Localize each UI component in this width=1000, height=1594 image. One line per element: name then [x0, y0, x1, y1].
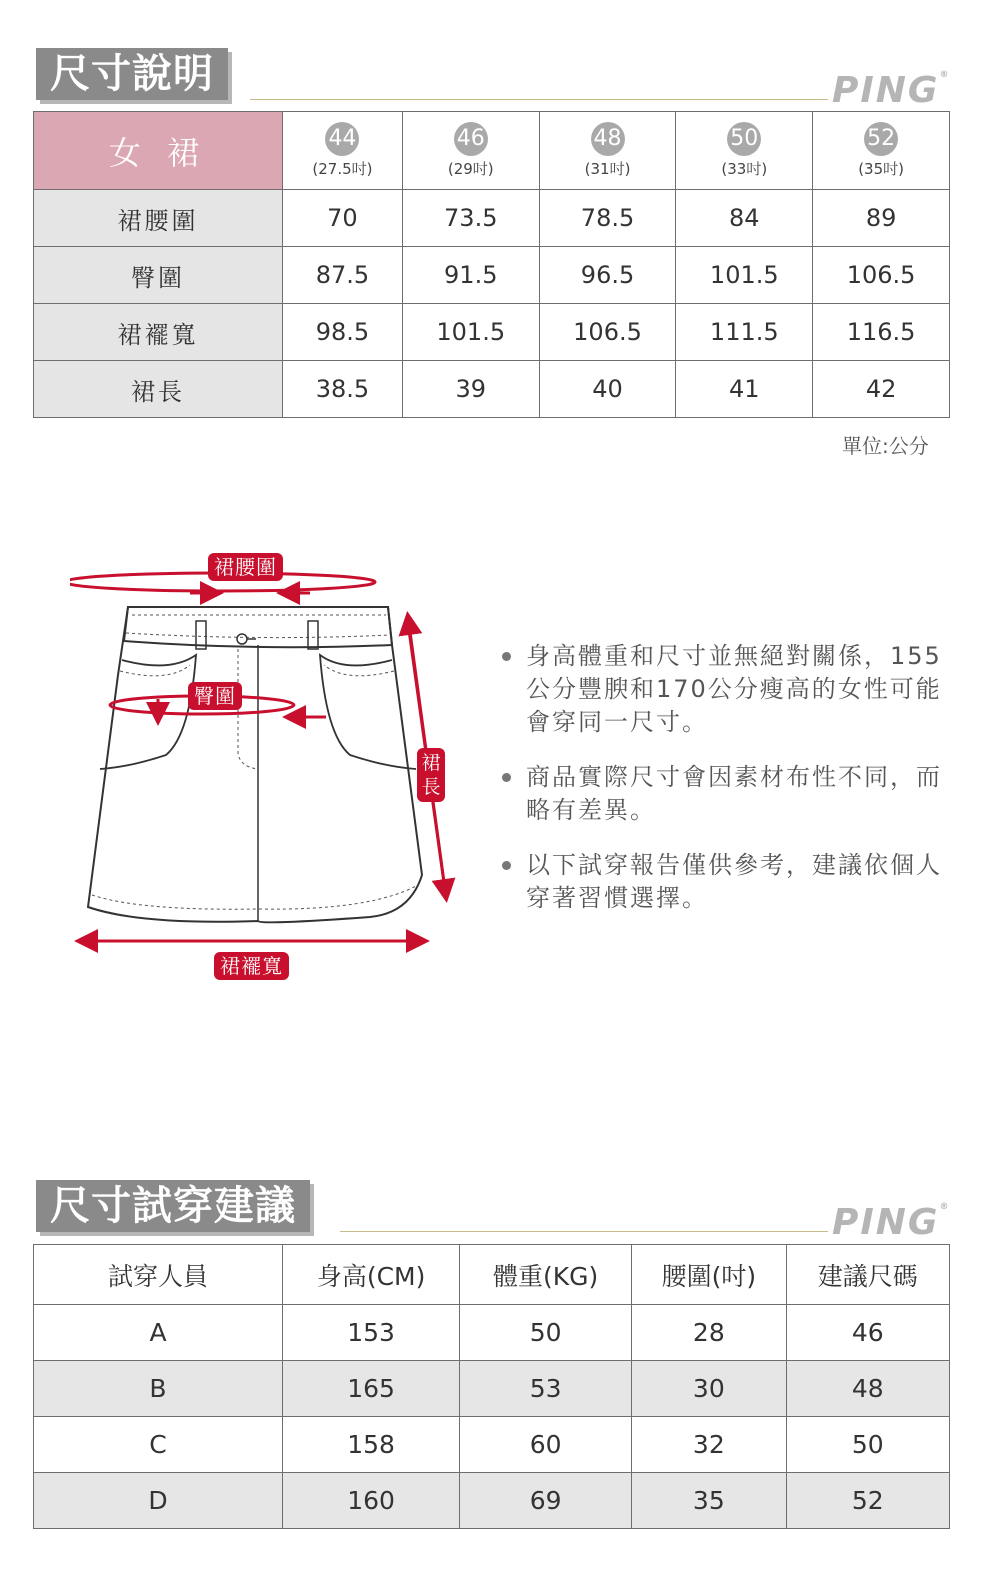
- table-cell: 35: [632, 1473, 786, 1529]
- table-cell: C: [34, 1417, 283, 1473]
- table-cell: 111.5: [676, 304, 813, 361]
- brand-logo: PING®: [832, 70, 951, 111]
- hip-label: 臀圍: [188, 682, 242, 710]
- table-cell: 60: [460, 1417, 632, 1473]
- row-label: 裙長: [34, 361, 283, 418]
- table-cell: 30: [632, 1361, 786, 1417]
- column-header: 腰圍(吋): [632, 1245, 786, 1305]
- waist-label: 裙腰圍: [208, 553, 283, 581]
- table-cell: 50: [460, 1305, 632, 1361]
- table-row: [34, 247, 950, 304]
- column-header: 身高(CM): [283, 1245, 460, 1305]
- table-cell: 32: [632, 1417, 786, 1473]
- table-cell: 53: [460, 1361, 632, 1417]
- table-cell: 40: [539, 361, 676, 418]
- table-header-row: [34, 1245, 950, 1305]
- table-cell: 50: [786, 1417, 949, 1473]
- table-cell: 165: [283, 1361, 460, 1417]
- table-cell: 38.5: [283, 361, 403, 418]
- row-label: 臀圍: [34, 247, 283, 304]
- title-rule: [250, 99, 828, 100]
- table-cell: 96.5: [539, 247, 676, 304]
- table-row: [34, 1305, 950, 1361]
- table-cell: 160: [283, 1473, 460, 1529]
- table-row: [34, 1473, 950, 1529]
- size-header-44: 44 (27.5吋): [283, 112, 403, 190]
- table-cell: 73.5: [402, 190, 539, 247]
- table-cell: 84: [676, 190, 813, 247]
- table-cell: 98.5: [283, 304, 403, 361]
- size-header-50: 50 (33吋): [676, 112, 813, 190]
- table-cell: D: [34, 1473, 283, 1529]
- table-cell: 39: [402, 361, 539, 418]
- size-table: [33, 111, 950, 418]
- row-label: 裙襬寬: [34, 304, 283, 361]
- table-cell: 106.5: [539, 304, 676, 361]
- table-cell: 41: [676, 361, 813, 418]
- column-header: 試穿人員: [34, 1245, 283, 1305]
- table-cell: 116.5: [813, 304, 950, 361]
- table-cell: 158: [283, 1417, 460, 1473]
- table-cell: 46: [786, 1305, 949, 1361]
- row-label: 裙腰圍: [34, 190, 283, 247]
- note-item: 商品實際尺寸會因素材布性不同，而略有差異。: [500, 761, 950, 827]
- notes-list: [500, 640, 950, 937]
- table-row: [34, 1417, 950, 1473]
- fit-table: [33, 1244, 950, 1529]
- bullet-icon: [502, 773, 511, 782]
- bullet-icon: [502, 652, 511, 661]
- unit-note: 單位:公分: [842, 434, 929, 458]
- table-cell: 91.5: [402, 247, 539, 304]
- note-item: 以下試穿報告僅供參考，建議依個人穿著習慣選擇。: [500, 849, 950, 915]
- brand-logo: PING®: [832, 1202, 951, 1243]
- skirt-diagram: [70, 545, 470, 985]
- column-header: 體重(KG): [460, 1245, 632, 1305]
- fit-advice-title: 尺寸試穿建議: [36, 1180, 310, 1232]
- table-cell: 101.5: [402, 304, 539, 361]
- table-cell: 52: [786, 1473, 949, 1529]
- size-header-46: 46 (29吋): [402, 112, 539, 190]
- title-rule: [340, 1231, 828, 1232]
- table-cell: 153: [283, 1305, 460, 1361]
- table-cell: 106.5: [813, 247, 950, 304]
- table-cell: A: [34, 1305, 283, 1361]
- table-cell: 78.5: [539, 190, 676, 247]
- column-header: 建議尺碼: [786, 1245, 949, 1305]
- table-cell: 28: [632, 1305, 786, 1361]
- table-row: [34, 1361, 950, 1417]
- note-item: 身高體重和尺寸並無絕對關係，155公分豐腴和170公分瘦高的女性可能會穿同一尺寸。: [500, 640, 950, 739]
- table-cell: 89: [813, 190, 950, 247]
- table-cell: 70: [283, 190, 403, 247]
- table-row: [34, 361, 950, 418]
- size-header-48: 48 (31吋): [539, 112, 676, 190]
- table-cell: 87.5: [283, 247, 403, 304]
- table-row: [34, 304, 950, 361]
- bullet-icon: [502, 861, 511, 870]
- table-cell: 42: [813, 361, 950, 418]
- length-label: 裙長: [417, 748, 445, 802]
- size-chart-title: 尺寸說明: [36, 48, 228, 100]
- hem-label: 裙襬寬: [214, 952, 289, 980]
- table-corner-label: 女 裙: [34, 112, 283, 190]
- size-header-52: 52 (35吋): [813, 112, 950, 190]
- skirt-illustration: [70, 545, 470, 985]
- table-cell: 69: [460, 1473, 632, 1529]
- table-cell: 101.5: [676, 247, 813, 304]
- table-cell: B: [34, 1361, 283, 1417]
- table-row: [34, 190, 950, 247]
- table-cell: 48: [786, 1361, 949, 1417]
